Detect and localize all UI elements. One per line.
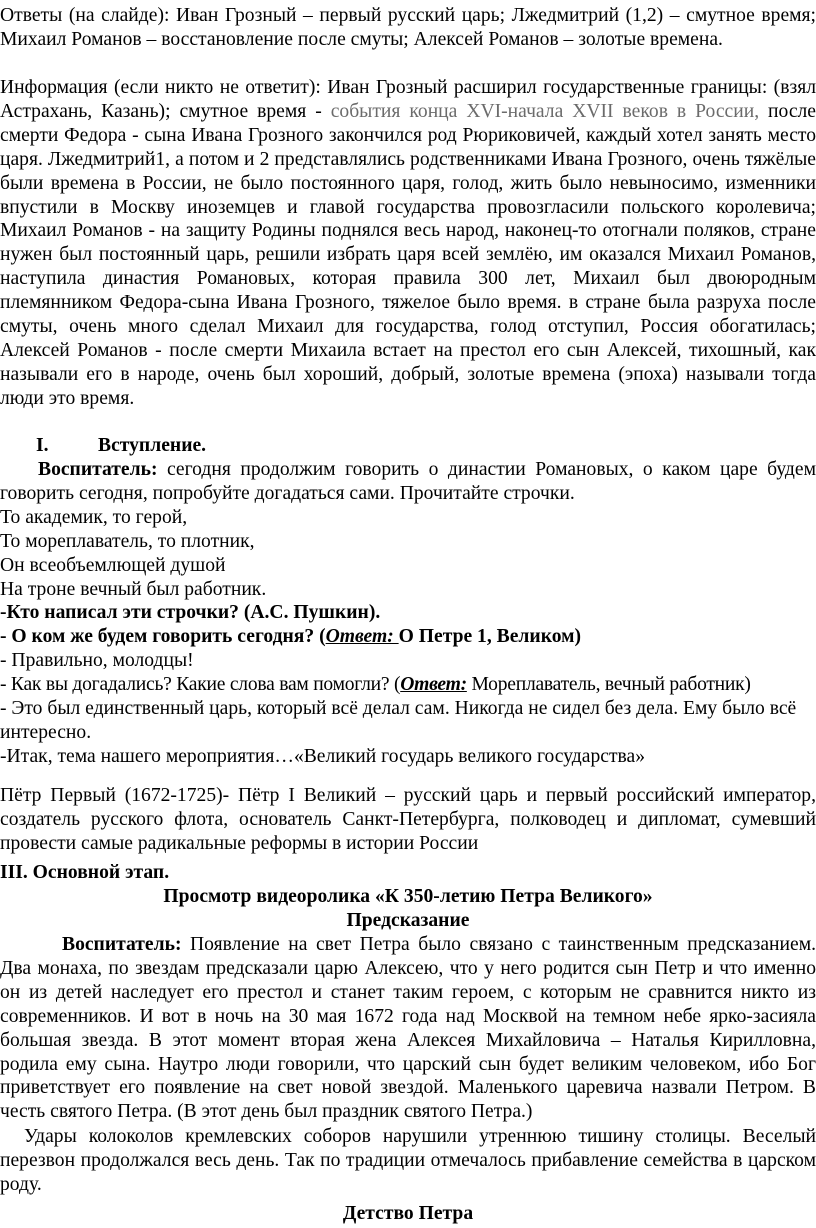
section-title: Вступление. [98,435,207,456]
peter-paragraph: Пётр Первый (1672-1725)- Пётр I Великий – русский царь и первый российский император, создатель русского флота, основатель Санкт-Петербурга, полководец и дипломат, сумевший провести самые радикальные реформы в истории России [0,785,816,854]
question-author: -Кто написал эти строчки? (А.С. Пушкин). [0,602,381,623]
bells-paragraph: Удары колоколов кремлевских соборов нарушили утреннюю тишину столицы. Веселый перезвон продолжался весь день. Так по традиции отмечалось прибавление семейства в царском роду. [0,1126,816,1195]
question-topic-text: - О ком же будем говорить сегодня? ( [0,626,326,647]
childhood-heading: Детство Петра [342,1203,474,1224]
info-text-gray: события конца XVI-начала XVII веков в России, [330,100,760,122]
prediction-text: Появление на свет Петра было связано с таинственным предсказанием. Два монаха, по звездам предсказали царю Алексею, что у него родится сын Петр и что именно он из детей наследует его престол и станет таким героем, с которым не сравнится никто из современников. И вот в ночь на 30 мая 1672 года над Москвой на темном небе ярко-засияла большая звезда. В этот момент вторая жена Алексея Михайловича – Наталья Кирилловна, родила ему сына. Наутро люди говорили, что царский сын будет великим человеком, ибо Бог приветствует его появление на свет новой звездой. Маленького царевича назвали Петром. В честь святого Петра. (В этот день был праздник святого Петра.) [0,934,816,1123]
section-heading-intro [0,434,816,458]
question-topic-answer: О Петре 1, Великом) [398,626,582,647]
reply-correct: - Правильно, молодцы! [0,650,194,671]
answer-label: Ответ: [400,674,467,695]
speaker-label: Воспитатель: [38,459,158,480]
speaker-label: Воспитатель: [62,934,182,955]
question-guess-text: - Как вы догадались? Какие слова вам помогли? ( [0,674,401,695]
video-heading: Просмотр видеоролика «К 350-летию Петра Великого» [163,886,653,907]
prediction-paragraph [0,933,816,1124]
question-guess-answer: Мореплаватель, вечный работник) [466,674,751,695]
info-text-end: после смерти Федора - сына Ивана Грозного закончился род Рюриковичей, каждый хотел занять место царя. Лжедмитрий1, а потом и 2 представлялись родственниками Ивана Грозного, очень тяжёлые были времена в России, не было постоянного царя, голод, жить было невыносимо, изменники впустили в Москву иноземцев и главой государства провозгласили польского королевича; Михаил Романов - на защиту Родины поднялся весь народ, наконец-то отогнали поляков, стране нужен был постоянный царь, решили избрать царя всей землёю, им оказался Михаил Романов, наступила династия Романовых, которая правила 300 лет, Михаил был двоюродным племянником Федора-сына Ивана Грозного, тяжелое было время. в стране была разруха после смуты, очень много сделал Михаил для государства, голод отступил, Россия обогатилась; Алексей Романов - после смерти Михаила встает на престол его сын Алексей, тихошный, как называли его в народе, очень был хороший, добрый, золотые времена (эпоха) называли тогда люди это время. [0,100,816,409]
question-topic [0,625,816,649]
poem [0,482,816,602]
poem-line: Он всеобъемлющей душой [0,554,226,576]
question-guess [0,673,816,697]
section-heading-main: III. Основной этап. [0,862,170,883]
info-paragraph [0,76,816,411]
section-number: I. [36,435,49,456]
info-text-start: Информация (если никто не ответит): Иван Грозный расширил государственные границы: (взял Астрахань, Казань); смутное время - [0,77,816,122]
poem-line: То мореплаватель, то плотник, [0,530,255,552]
reply-explanation: - Это был единственный царь, который всё делал сам. Никогда не сидел без дела. Ему было всё интересно. [0,698,797,743]
answer-label: Ответ: [325,626,399,647]
answers-paragraph: Ответы (на слайде): Иван Грозный – первый русский царь; Лжедмитрий (1,2) – смутное время; Михаил Романов – восстановление после смуты; Алексей Романов – золотые времена. [0,5,816,50]
poem-line: На троне вечный был работник. [0,578,267,600]
prediction-heading: Предсказание [346,910,470,931]
poem-line: То академик, то герой, [0,507,188,528]
event-theme: -Итак, тема нашего мероприятия…«Великий государь великого государства» [0,746,645,767]
intro-text: сегодня продолжим говорить о династии Романовых, о каком царе будем говорить сегодня, попробуйте догадаться сами. Прочитайте строчки. [0,459,816,504]
